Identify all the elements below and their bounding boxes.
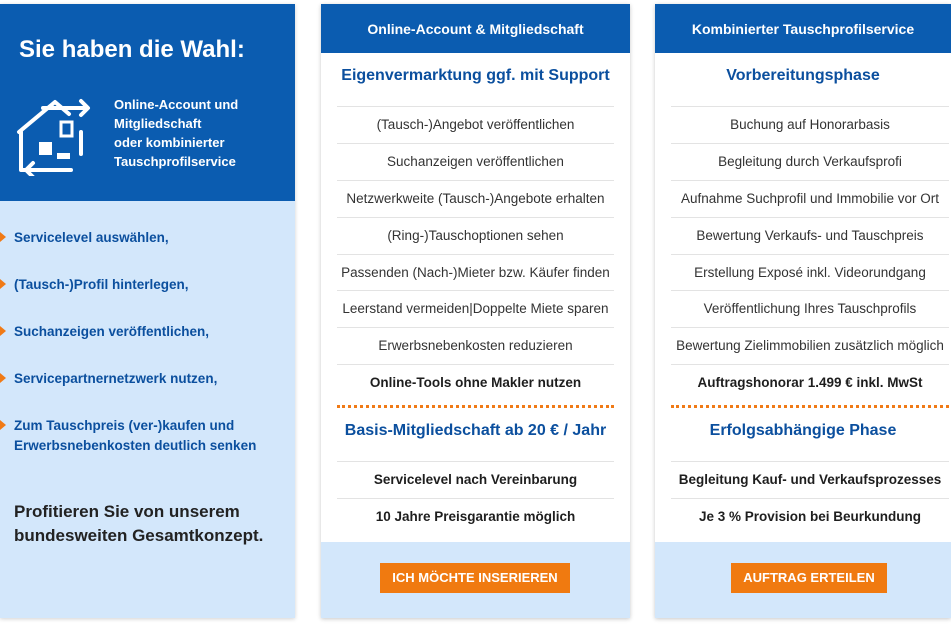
feature-row: Suchanzeigen veröffentlichen (337, 143, 614, 180)
feature-row: Netzwerkweite (Tausch-)Angebote erhalten (337, 180, 614, 217)
chevron-right-icon (0, 232, 6, 242)
intro-panel (0, 4, 295, 618)
intro-description: Online-Account und Mitgliedschaft oder kombinierter Tauschprofilservice (114, 97, 239, 169)
card-subheading: Vorbereitungsphase (726, 67, 880, 84)
insert-listing-button[interactable]: ICH MÖCHTE INSERIEREN (380, 563, 570, 593)
feature-row: Erwerbsnebenkosten reduzieren (337, 327, 614, 364)
plan-card-online-account (321, 4, 630, 618)
card-footer (321, 542, 630, 618)
feature-row: Veröffentlichung Ihres Tauschprofils (671, 290, 949, 327)
chevron-right-icon (0, 373, 6, 383)
card-subheading: Eigenvermarktung ggf. mit Support (341, 67, 610, 84)
card-header: Online-Account & Mitgliedschaft (321, 4, 630, 53)
feature-row: Aufnahme Suchprofil und Immobilie vor Ort (671, 180, 949, 217)
intro-header (0, 4, 295, 201)
house-exchange-icon (15, 94, 95, 176)
feature-row: Erstellung Exposé inkl. Videorundgang (671, 254, 949, 291)
dotted-divider (337, 405, 614, 408)
feature-row: Begleitung durch Verkaufsprofi (671, 143, 949, 180)
feature-row: Leerstand vermeiden|Doppelte Miete sparen (337, 290, 614, 327)
feature-row: (Ring-)Tauschoptionen sehen (337, 217, 614, 254)
plan-card-tauschprofilservice (655, 4, 951, 618)
benefit-item: Suchanzeigen veröffentlichen, (0, 322, 295, 342)
feature-row-highlight: Auftragshonorar 1.499 € inkl. MwSt (671, 364, 949, 401)
benefit-item: Servicelevel auswählen, (0, 228, 295, 248)
benefit-item: (Tausch-)Profil hinterlegen, (0, 275, 295, 295)
chevron-right-icon (0, 279, 6, 289)
feature-row: Je 3 % Provision bei Beurkundung (671, 498, 949, 535)
card-subheading-2: Erfolgsabhängige Phase (709, 422, 897, 439)
chevron-right-icon (0, 326, 6, 336)
feature-row: Bewertung Zielimmobilien zusätzlich möglich (671, 327, 949, 364)
feature-list-2 (671, 461, 949, 535)
feature-row: Buchung auf Honorarbasis (671, 106, 949, 143)
feature-row: Servicelevel nach Vereinbarung (337, 461, 614, 498)
feature-row: Begleitung Kauf- und Verkaufsprozesses (671, 461, 949, 498)
card-subheading-2: Basis-Mitgliedschaft ab 20 € / Jahr (344, 422, 607, 439)
benefit-item: Zum Tauschpreis (ver-)kaufen und Erwerbsnebenkosten deutlich senken (0, 416, 295, 456)
dotted-divider (671, 405, 949, 408)
chevron-right-icon (0, 420, 6, 430)
feature-row: Passenden (Nach-)Mieter bzw. Käufer finden (337, 254, 614, 291)
feature-row: Bewertung Verkaufs- und Tauschpreis (671, 217, 949, 254)
intro-footer: Profitieren Sie von unserem bundesweiten Gesamtkonzept. (14, 502, 264, 545)
intro-title: Sie haben die Wahl: (19, 36, 245, 63)
feature-row: 10 Jahre Preisgarantie möglich (337, 498, 614, 535)
card-header: Kombinierter Tauschprofilservice (655, 4, 951, 53)
benefit-list (0, 228, 295, 456)
benefit-item: Servicepartnernetzwerk nutzen, (0, 369, 295, 389)
feature-list (671, 106, 949, 401)
place-order-button[interactable]: AUFTRAG ERTEILEN (731, 563, 887, 593)
feature-row: (Tausch-)Angebot veröffentlichen (337, 106, 614, 143)
feature-list (337, 106, 614, 401)
feature-list-2 (337, 461, 614, 535)
card-footer (655, 542, 951, 618)
feature-row-highlight: Online-Tools ohne Makler nutzen (337, 364, 614, 401)
